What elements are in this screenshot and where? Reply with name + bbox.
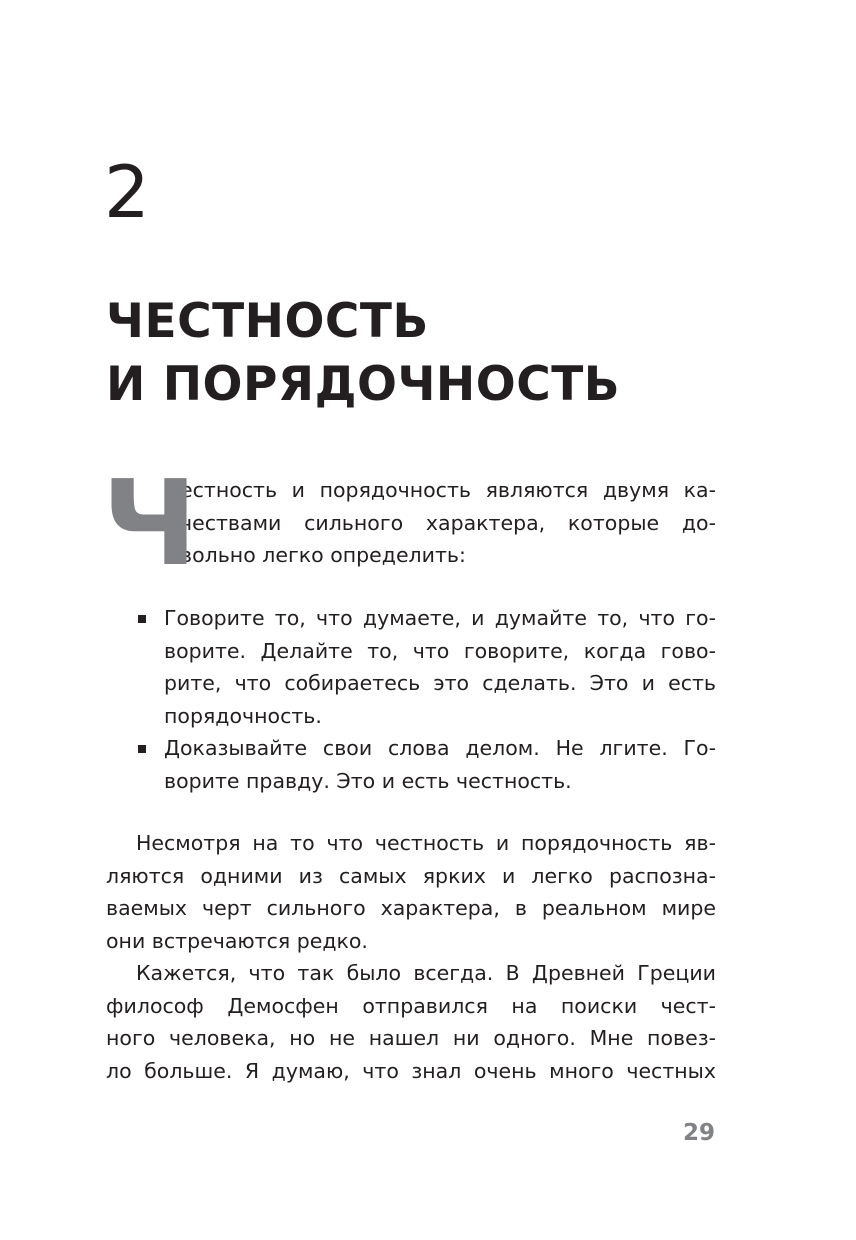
- text-line: вольно легко определить:: [180, 543, 466, 567]
- text-line: они встречаются редко.: [106, 928, 368, 953]
- text-line: ляются одними из самых ярких и легко распозна-: [106, 863, 716, 888]
- text-line: чествами сильного характера, которые до-: [180, 510, 716, 535]
- drop-cap: Ч: [102, 454, 198, 592]
- bullet-list: [106, 602, 716, 797]
- text-line: рите, что собираетесь это сделать. Это и есть: [164, 671, 716, 695]
- text-line: философ Демосфен отправился на поиски чест-: [106, 993, 716, 1018]
- paragraph: [106, 827, 716, 957]
- body-text: [106, 827, 716, 1087]
- chapter-title: [106, 290, 726, 416]
- lead-paragraph: [102, 454, 716, 592]
- bullet-item: [106, 602, 716, 732]
- square-bullet-icon: [138, 745, 146, 753]
- bullet-item: [106, 732, 716, 797]
- chapter-title-line: И ПОРЯДОЧНОСТЬ: [106, 357, 621, 412]
- text-line: Говорите то, что думаете, и думайте то, что го-: [164, 606, 716, 630]
- text-line: ворите. Делайте то, что говорите, когда гово-: [164, 638, 716, 663]
- text-line: Кажется, что так было всегда. В Древней Греции: [136, 961, 716, 985]
- text-line: Несмотря на то что честность и порядочность яв-: [136, 831, 716, 855]
- paragraph: [106, 957, 716, 1087]
- chapter-number: 2: [104, 150, 150, 234]
- text-line: порядочность.: [164, 703, 322, 728]
- text-line: ного человека, но не нашел ни одного. Мне повез-: [106, 1026, 716, 1050]
- text-line: ворите правду. Это и есть честность.: [164, 768, 572, 793]
- text-line: естность и порядочность являются двумя ка-: [180, 478, 716, 502]
- chapter-title-line: ЧЕСТНОСТЬ: [106, 294, 429, 349]
- text-line: ваемых черт сильного характера, в реальном мире: [106, 896, 716, 920]
- page-number: 29: [682, 1120, 715, 1146]
- text-line: ло больше. Я думаю, что знал очень много честных: [106, 1058, 716, 1083]
- square-bullet-icon: [138, 615, 146, 623]
- text-line: Доказывайте свои слова делом. Не лгите. Го-: [164, 736, 716, 760]
